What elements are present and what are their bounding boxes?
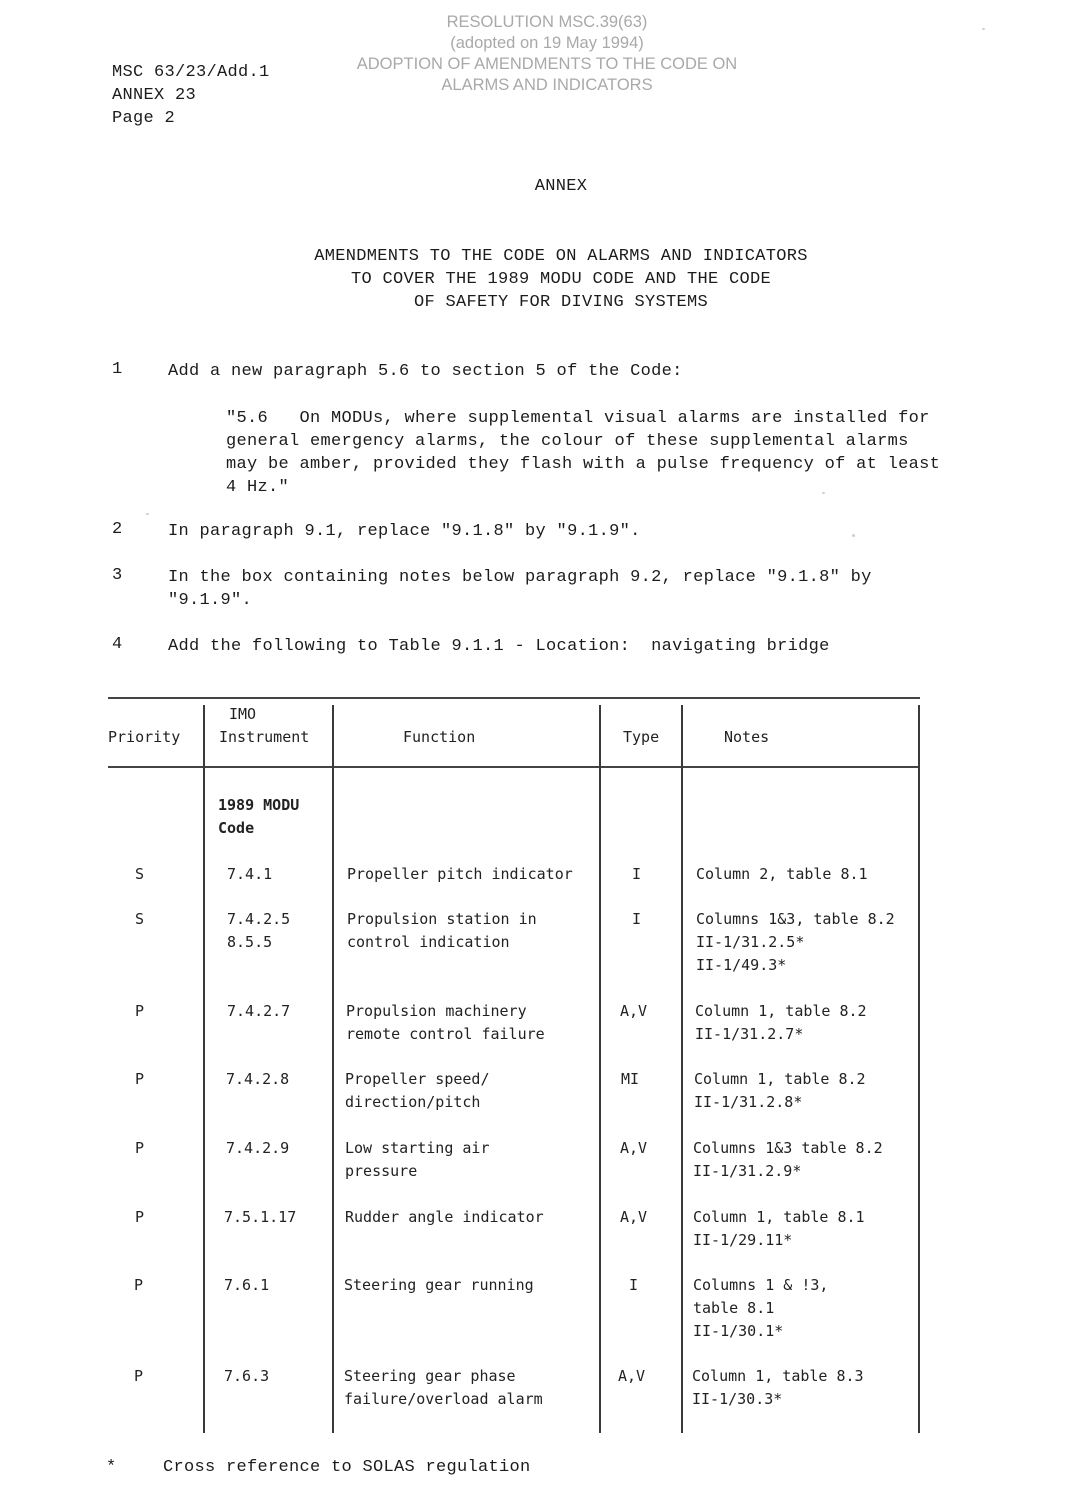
paragraph-1-number: 1 xyxy=(112,360,123,379)
row-notes: Column 1, table 8.2 II-1/31.2.7* xyxy=(695,1002,867,1043)
row-function: Rudder angle indicator xyxy=(345,1208,544,1226)
adoption-date: (adopted on 19 May 1994) xyxy=(450,34,644,52)
table-header-rule xyxy=(108,766,920,768)
row-function: Low starting air pressure xyxy=(345,1139,490,1180)
row-instrument: 7.5.1.17 xyxy=(224,1208,297,1226)
paragraph-3-number: 3 xyxy=(112,566,123,585)
footnote-text: Cross reference to SOLAS regulation xyxy=(163,1458,531,1477)
page-number: Page 2 xyxy=(112,109,176,128)
paragraph-1-text: Add a new paragraph 5.6 to section 5 of the Code: xyxy=(168,362,683,381)
row-instrument: 7.4.1 xyxy=(227,865,273,883)
row-priority: P xyxy=(135,1002,145,1020)
row-instrument: 7.4.2.8 xyxy=(226,1070,290,1088)
doc-reference: MSC 63/23/Add.1 xyxy=(112,63,270,82)
header-imo: IMO xyxy=(229,705,257,723)
row-notes: Column 1, table 8.2 II-1/31.2.8* xyxy=(694,1070,866,1111)
paragraph-4-text: Add the following to Table 9.1.1 - Location: navigating bridge xyxy=(168,637,830,656)
row-type: I xyxy=(629,1276,639,1294)
row-priority: S xyxy=(135,865,145,883)
row-notes: Column 1, table 8.3 II-1/30.3* xyxy=(692,1367,864,1408)
row-instrument: 7.6.1 xyxy=(224,1276,270,1294)
resolution-banner xyxy=(300,12,794,96)
row-type: I xyxy=(632,865,642,883)
row-instrument: 7.4.2.5 8.5.5 xyxy=(227,910,291,951)
row-type: I xyxy=(632,910,642,928)
row-priority: P xyxy=(134,1367,144,1385)
row-priority: P xyxy=(134,1276,144,1294)
paragraph-3-line1: In the box containing notes below paragraph 9.2, replace "9.1.8" by xyxy=(168,568,872,587)
header-notes: Notes xyxy=(724,728,770,746)
paragraph-3-line2: "9.1.9". xyxy=(168,591,253,610)
row-instrument: 7.4.2.7 xyxy=(227,1002,291,1020)
section-label-line1: 1989 MODU xyxy=(218,796,300,814)
row-notes: Column 2, table 8.1 xyxy=(696,865,868,883)
row-type: A,V xyxy=(620,1208,648,1226)
row-function: Propeller speed/ direction/pitch xyxy=(345,1070,490,1111)
quote-line3: may be amber, provided they flash with a pulse frequency of at least xyxy=(226,455,941,474)
amendments-title-line2: TO COVER THE 1989 MODU CODE AND THE CODE xyxy=(350,270,772,289)
annex-reference: ANNEX 23 xyxy=(112,86,197,105)
column-divider-3 xyxy=(599,705,601,1433)
paragraph-2-text: In paragraph 9.1, replace "9.1.8" by "9.1.9". xyxy=(168,522,641,541)
amendments-title xyxy=(0,245,1088,314)
quote-line4: 4 Hz." xyxy=(226,478,290,497)
header-instrument: Instrument xyxy=(219,728,310,746)
row-function: Steering gear phase failure/overload alarm xyxy=(344,1367,543,1408)
footnote-asterisk-icon: * xyxy=(106,1458,117,1477)
row-notes: Columns 1 & !3, table 8.1 II-1/30.1* xyxy=(693,1276,829,1340)
row-notes: Columns 1&3 table 8.2 II-1/31.2.9* xyxy=(693,1139,883,1180)
row-type: MI xyxy=(621,1070,640,1088)
header-type: Type xyxy=(623,728,660,746)
row-instrument: 7.4.2.9 xyxy=(226,1139,290,1157)
row-function: Propulsion machinery remote control failure xyxy=(346,1002,545,1043)
paragraph-2-number: 2 xyxy=(112,520,123,539)
resolution-number: RESOLUTION MSC.39(63) xyxy=(446,13,648,31)
row-priority: P xyxy=(135,1208,145,1226)
amendments-title-line1: AMENDMENTS TO THE CODE ON ALARMS AND INDICATORS xyxy=(314,247,808,266)
quoted-paragraph-5-6 xyxy=(226,407,1016,499)
resolution-title-line2: ALARMS AND INDICATORS xyxy=(441,76,653,94)
section-label-line2: Code xyxy=(218,819,255,837)
scan-speck xyxy=(822,492,825,494)
row-priority: P xyxy=(135,1139,145,1157)
column-divider-1 xyxy=(203,705,205,1433)
document-header xyxy=(112,61,270,130)
row-instrument: 7.6.3 xyxy=(224,1367,270,1385)
amendments-title-line3: OF SAFETY FOR DIVING SYSTEMS xyxy=(413,293,709,312)
column-divider-2 xyxy=(332,705,334,1433)
paragraph-4-number: 4 xyxy=(112,635,123,654)
column-divider-5 xyxy=(918,705,920,1433)
annex-title: ANNEX xyxy=(534,177,588,196)
resolution-title-line1: ADOPTION OF AMENDMENTS TO THE CODE ON xyxy=(356,55,738,73)
header-function: Function xyxy=(403,728,476,746)
alarms-table xyxy=(108,697,920,1435)
header-priority: Priority xyxy=(108,728,181,746)
column-divider-4 xyxy=(681,705,683,1433)
row-priority: P xyxy=(135,1070,145,1088)
row-function: Steering gear running xyxy=(344,1276,534,1294)
quote-line1: "5.6 On MODUs, where supplemental visual alarms are installed for xyxy=(226,409,930,428)
scan-speck xyxy=(852,534,855,537)
row-notes: Columns 1&3, table 8.2 II-1/31.2.5* II-1/49.3* xyxy=(696,910,895,974)
row-function: Propulsion station in control indication xyxy=(347,910,537,951)
row-function: Propeller pitch indicator xyxy=(347,865,573,883)
row-type: A,V xyxy=(620,1002,648,1020)
scan-speck xyxy=(146,513,149,515)
quote-line2: general emergency alarms, the colour of these supplemental alarms xyxy=(226,432,909,451)
row-type: A,V xyxy=(620,1139,648,1157)
paragraph-3-text xyxy=(168,566,988,612)
row-notes: Column 1, table 8.1 II-1/29.11* xyxy=(693,1208,865,1249)
row-type: A,V xyxy=(618,1367,646,1385)
row-priority: S xyxy=(135,910,145,928)
table-top-rule xyxy=(108,697,920,699)
scan-speck xyxy=(982,28,985,30)
